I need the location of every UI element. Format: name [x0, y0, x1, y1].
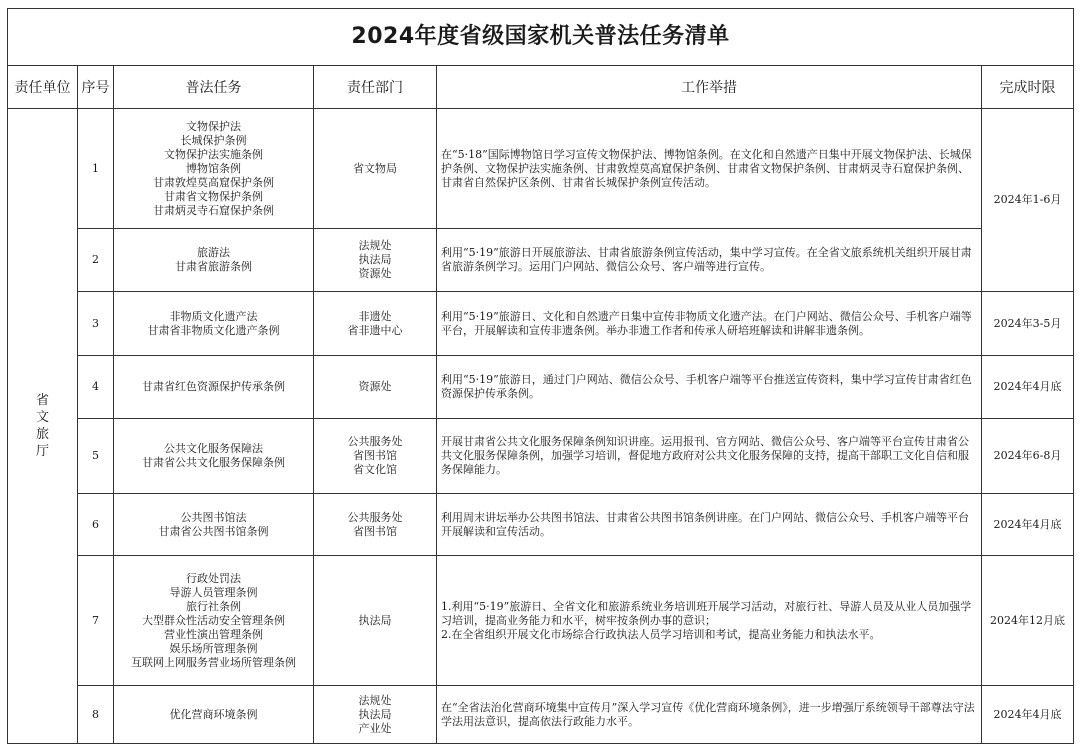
dept-item: 资源处: [358, 380, 392, 393]
task-cell: [114, 556, 314, 686]
measure-text: 在“5·18”国际博物馆日学习宣传文物保护法、博物馆条例。在文化和自然遗产日集中开展文物保护法、长城保护条例、文物保护法实施条例、甘肃敦煌莫高窟保护条例、甘肃省文物保护条例、甘肃炳灵寺石窟保护条例、甘肃省自然保护区条例、甘肃省长城保护条例宣传活动。: [441, 147, 972, 189]
row-number: 6: [78, 494, 114, 556]
task-item: 甘肃省非物质文化遗产条例: [147, 323, 280, 337]
dept-cell: [314, 356, 437, 419]
task-item: 文物保护法: [186, 119, 241, 133]
task-item: 公共文化服务保障法: [164, 442, 263, 455]
header-task: 普法任务: [114, 66, 314, 109]
measure-cell: [437, 292, 982, 356]
dept-cell: [314, 556, 437, 686]
task-item: 优化营商环境条例: [169, 707, 258, 721]
task-item: 甘肃省公共图书馆条例: [158, 524, 269, 538]
dept-cell: [314, 109, 437, 229]
deadline-cell: 2024年4月底: [982, 356, 1074, 419]
responsible-unit-cell: [8, 109, 78, 744]
task-item: 非物质文化遗产法: [169, 309, 258, 323]
task-item: 公共图书馆法: [180, 510, 247, 524]
measure-cell: [437, 686, 982, 744]
dept-cell: [314, 686, 437, 744]
table-row: [8, 494, 1074, 556]
row-number: 2: [78, 229, 114, 292]
deadline-cell: 2024年6-8月: [982, 419, 1074, 494]
dept-item: 省图书馆: [353, 524, 397, 538]
deadline-cell: 2024年12月底: [982, 556, 1074, 686]
dept-cell: [314, 292, 437, 356]
dept-item: 执法局: [358, 613, 392, 627]
task-item: 甘肃省公共文化服务保障条例: [142, 456, 285, 469]
task-cell: [114, 229, 314, 292]
task-item: 娱乐场所管理条例: [169, 641, 258, 655]
task-table: [7, 8, 1074, 744]
task-item: 互联网上网服务营业场所管理条例: [131, 655, 296, 669]
measure-text: 利用周末讲坛举办公共图书馆法、甘肃省公共图书馆条例讲座。在门户网站、微信公众号、手机客户端等平台开展解读和宣传活动。: [441, 510, 969, 538]
table-row: [8, 419, 1074, 494]
task-item: 行政处罚法: [186, 571, 241, 585]
dept-cell: [314, 229, 437, 292]
measure-text: 2.在全省组织开展文化市场综合行政执法人员学习培训和考试，提高业务能力和执法水平。: [441, 627, 881, 641]
measure-text: 在“全省法治化营商环境集中宣传月”深入学习宣传《优化营商环境条例》，进一步增强厅系统领导干部尊法守法学法用法意识，提高依法行政能力水平。: [441, 700, 975, 728]
measure-text: 利用“5·19”旅游日开展旅游法、甘肃省旅游条例宣传活动，集中学习宣传。在全省文旅系统机关组织开展甘肃省旅游条例学习。运用门户网站、微信公众号、客户端等进行宣传。: [441, 246, 972, 273]
measure-cell: [437, 229, 982, 292]
dept-item: 资源处: [358, 267, 392, 280]
dept-item: 产业处: [358, 721, 392, 735]
row-number: 7: [78, 556, 114, 686]
row-number: 1: [78, 109, 114, 229]
task-item: 博物馆条例: [186, 161, 241, 175]
dept-cell: [314, 419, 437, 494]
dept-item: 省图书馆: [353, 449, 397, 462]
dept-item: 公共服务处: [347, 510, 403, 524]
table-row: [8, 292, 1074, 356]
unit-char: 厅: [35, 444, 49, 459]
unit-char: 旅: [35, 427, 49, 442]
task-item: 导游人员管理条例: [169, 585, 258, 599]
task-item: 文物保护法实施条例: [164, 147, 263, 161]
header-deadline: 完成时限: [982, 66, 1074, 109]
task-cell: [114, 109, 314, 229]
deadline-cell: 2024年1-6月: [982, 109, 1074, 292]
measure-cell: [437, 419, 982, 494]
header-row: [8, 66, 1074, 109]
dept-item: 公共服务处: [347, 435, 403, 448]
dept-item: 法规处: [358, 239, 392, 252]
table-row: [8, 229, 1074, 292]
task-cell: [114, 686, 314, 744]
dept-item: 执法局: [358, 707, 392, 721]
header-no: 序号: [78, 66, 114, 109]
table-row: [8, 556, 1074, 686]
dept-item: 省非遗中心: [347, 323, 403, 337]
dept-item: 非遗处: [358, 309, 392, 323]
measure-cell: [437, 109, 982, 229]
row-number: 5: [78, 419, 114, 494]
table-row: [8, 686, 1074, 744]
header-dept: 责任部门: [314, 66, 437, 109]
task-item: 甘肃敦煌莫高窟保护条例: [153, 175, 274, 189]
task-item: 甘肃省红色资源保护传承条例: [142, 380, 285, 393]
task-item: 甘肃省旅游条例: [175, 260, 252, 273]
dept-item: 法规处: [358, 693, 392, 707]
task-item: 甘肃省文物保护条例: [164, 189, 263, 203]
unit-char: 省: [35, 393, 49, 408]
dept-item: 执法局: [358, 253, 392, 266]
task-cell: [114, 494, 314, 556]
header-measures: 工作举措: [437, 66, 982, 109]
measure-cell: [437, 494, 982, 556]
row-number: 8: [78, 686, 114, 744]
dept-item: 省文化馆: [353, 463, 397, 476]
task-cell: [114, 356, 314, 419]
measure-cell: [437, 556, 982, 686]
task-item: 甘肃炳灵寺石窟保护条例: [153, 203, 274, 217]
task-cell: [114, 419, 314, 494]
table-row: [8, 109, 1074, 229]
task-item: 营业性演出管理条例: [164, 627, 263, 641]
deadline-cell: 2024年4月底: [982, 686, 1074, 744]
dept-item: 省文物局: [353, 161, 397, 175]
measure-text: 利用“5·19”旅游日、文化和自然遗产日集中宣传非物质文化遗产法。在门户网站、微信公众号、手机客户端等平台，开展解读和宣传非遗条例。举办非遗工作者和传承人研培班解读和讲解非遗条例。: [441, 309, 972, 337]
header-unit: 责任单位: [8, 66, 78, 109]
deadline-cell: 2024年4月底: [982, 494, 1074, 556]
measure-text: 利用“5·19”旅游日，通过门户网站、微信公众号、手机客户端等平台推送宣传资料，集中学习宣传甘肃省红色资源保护传承条例。: [441, 373, 972, 400]
page-title: 2024年度省级国家机关普法任务清单: [8, 9, 1074, 66]
row-number: 4: [78, 356, 114, 419]
dept-cell: [314, 494, 437, 556]
deadline-cell: 2024年3-5月: [982, 292, 1074, 356]
table-row: [8, 356, 1074, 419]
measure-text: 1.利用“5·19”旅游日、全省文化和旅游系统业务培训班开展学习活动，对旅行社、导游人员及从业人员加强学习培训，提高业务能力和水平，树牢按条例办事的意识；: [441, 599, 972, 627]
row-number: 3: [78, 292, 114, 356]
unit-char: 文: [35, 410, 49, 425]
measure-text: 开展甘肃省公共文化服务保障条例知识讲座。运用报刊、官方网站、微信公众号、客户端等平台宣传甘肃省公共文化服务保障条例，加强学习培训，督促地方政府对公共文化服务保障的支持，提高干部职工文化自信和服务保障能力。: [441, 435, 969, 476]
task-item: 长城保护条例: [180, 133, 247, 147]
task-item: 旅行社条例: [186, 599, 241, 613]
measure-cell: [437, 356, 982, 419]
task-item: 旅游法: [197, 246, 230, 259]
task-item: 大型群众性活动安全管理条例: [142, 613, 285, 627]
task-cell: [114, 292, 314, 356]
